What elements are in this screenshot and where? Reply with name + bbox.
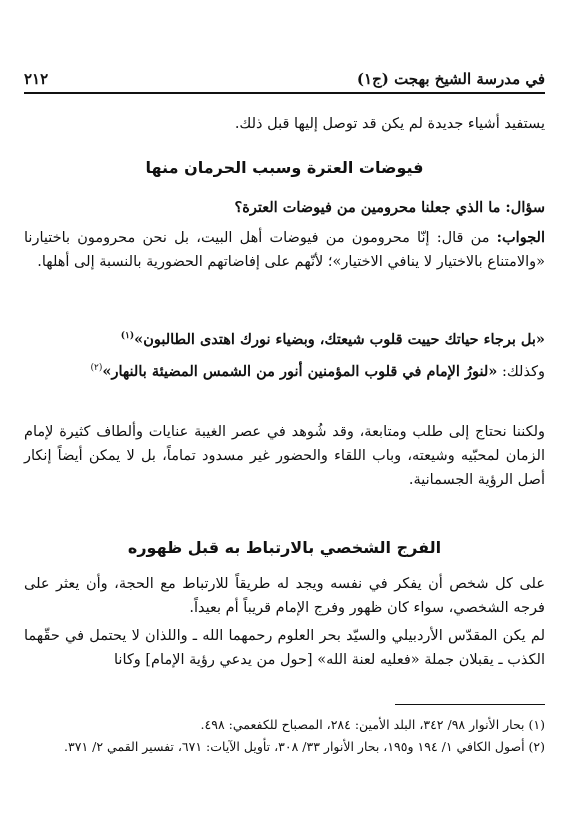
quote-2-lead: وكذلك:: [497, 363, 545, 380]
quote-1-text: «بل برجاء حياتك حييت قلوب شيعتك، وبضياء نورك اهتدى الطالبون»: [134, 330, 545, 348]
footnote-ref-2: (٢): [90, 363, 103, 373]
answer-label: الجواب:: [496, 229, 546, 246]
intro-paragraph: يستفيد أشياء جديدة لم يكن قد توصل إليها قبل ذلك.: [234, 116, 545, 132]
footnote-1: (١) بحار الأنوار ٩٨/ ٣٤٢، البلد الأمين: ٢٨٤، المصباح للكفعمي: ٤٩٨.: [200, 717, 545, 732]
answer-text: من قال: إنّا محرومون من فيوضات أهل البيت، بل نحن محرومون باختيارنا «والامتناع بالاختيار لا ينافي الاختيار»؛ لأنّهم على إفاضاتهم الحضورية بالنسبة إلى أهلها.: [24, 230, 545, 270]
footnote-ref-1: (١): [120, 331, 135, 341]
page-number: ٢١٢: [24, 70, 49, 88]
quote-1: [24, 324, 545, 352]
quote-2-text: «لنورُ الإمام في قلوب المؤمنين أنور من الشمس المضيئة بالنهار»: [102, 362, 498, 380]
question-paragraph: سؤال: ما الذي جعلنا محرومين من فيوضات العترة؟: [234, 199, 545, 216]
footnote-2: (٢) أصول الكافي ١/ ١٩٤ و١٩٥، بحار الأنوار ٣٣/ ٣٠٨، تأويل الآيات: ٦٧١، تفسير القمي ٢/ ٣٧١.: [64, 739, 545, 754]
footnote-divider: [395, 704, 545, 705]
header-divider: [24, 92, 545, 94]
running-title: في مدرسة الشيخ بهجت (ج١): [356, 70, 545, 88]
quote-2-paragraph: [24, 356, 545, 384]
section-heading-1: فيوضات العترة وسبب الحرمان منها: [145, 158, 424, 177]
paragraph-3: ولكننا نحتاج إلى طلب ومتابعة، وقد شُوهد في عصر الغيبة عنايات وألطاف كثيرة لإمام الزمان لمحبّيه وشيعته، وباب اللقاء والحضور غير مسدود تماماً، بل لا يمكن أيضاً إنكار أصل الرؤية الجسمانية.: [24, 424, 545, 488]
paragraph-4: على كل شخص أن يفكر في نفسه ويجد له طريقاً للارتباط مع الحجة، وأن يعثر على فرجه الشخصي، سواء كان ظهور وفرج الإمام قريباً أم بعيداً.: [24, 576, 545, 616]
section-heading-2: الفرج الشخصي بالارتباط به قبل ظهوره: [127, 538, 442, 557]
page-header: [24, 68, 545, 90]
paragraph-5: لم يكن المقدّس الأردبيلي والسيّد بحر العلوم رحمهما الله ـ واللذان لا يحتمل في حقّهما الكذب ـ يقبلان جملة «فعليه لعنة الله» [حول من يدعي رؤية الإمام] وكانا: [24, 628, 545, 668]
answer-paragraph: [24, 226, 545, 274]
